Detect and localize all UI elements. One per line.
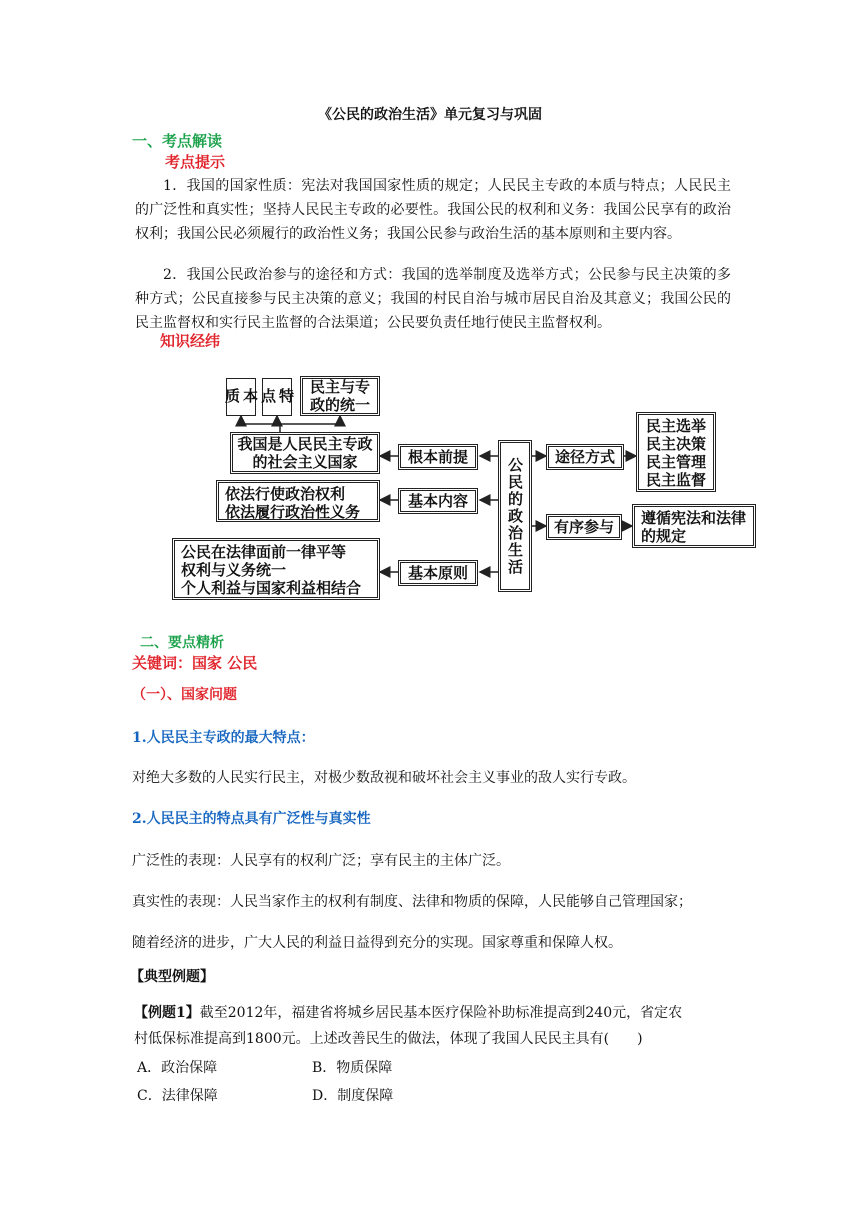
point-2-reality-a: 真实性的表现：人民当家作主的权利有制度、法律和物质的保障，人民能够自己管理国家； bbox=[132, 894, 692, 910]
option-c: C．法律保障 bbox=[137, 1088, 218, 1104]
subheading-exam-tips: 考点提示 bbox=[165, 153, 226, 171]
box-basic-principle bbox=[398, 560, 478, 586]
box-fundamental-premise bbox=[398, 444, 478, 470]
point-2-breadth: 广泛性的表现：人民享有的权利广泛；享有民主的主体广泛。 bbox=[132, 853, 510, 869]
form-decision: 民主决策 bbox=[645, 435, 706, 453]
section-heading-2: 二、要点精析 bbox=[140, 635, 224, 651]
box-approaches-label: 途径方式 bbox=[554, 448, 615, 466]
box-unity-label: 民主与专政的统一 bbox=[309, 378, 370, 414]
subheading-knowledge-map: 知识经纬 bbox=[160, 332, 221, 350]
principle-line-1: 公民在法律面前一律平等 bbox=[181, 543, 347, 561]
example-1-label: 【例题1】 bbox=[134, 1005, 200, 1021]
section-heading-1: 一、考点解读 bbox=[132, 132, 223, 150]
part-heading-state: （一）、国家问题 bbox=[132, 687, 237, 703]
principle-line-3: 个人利益与国家利益相结合 bbox=[181, 579, 362, 597]
page-title: 《公民的政治生活》单元复习与巩固 bbox=[318, 107, 542, 123]
box-basic-content-label: 基本内容 bbox=[407, 492, 468, 510]
box-orderly-participation-label: 有序参与 bbox=[553, 518, 614, 536]
example-1-line-2: 村低保标准提高到1800元。上述改善民生的做法，体现了我国人民民主具有( ) bbox=[134, 1031, 643, 1047]
tip-paragraph-1: 1．我国的国家性质：宪法对我国国家性质的规定；人民民主专政的本质与特点；人民民主的广泛性和真实性；坚持人民民主专政的必要性。我国公民的权利和义务：我国公民享有的政治权利；我国公民必须履行的政治性义务；我国公民参与政治生活的基本原则和主要内容。 bbox=[135, 178, 731, 242]
rights-line: 依法行使政治权利 bbox=[225, 485, 346, 503]
example-1-line-1 bbox=[134, 1002, 744, 1022]
box-state-nature bbox=[230, 432, 380, 474]
point-2-heading: 2.人民民主的特点具有广泛性与真实性 bbox=[132, 811, 371, 827]
box-democratic-forms bbox=[636, 412, 716, 492]
keywords-line: 关键词：国家 公民 bbox=[132, 654, 258, 672]
box-feature-label: 特点 bbox=[259, 387, 295, 407]
box-principles bbox=[172, 538, 380, 600]
point-2-reality-b: 随着经济的进步，广大人民的利益日益得到充分的实现。国家尊重和保障人权。 bbox=[132, 935, 622, 951]
duties-line: 依法履行政治性义务 bbox=[225, 503, 361, 521]
box-essence bbox=[223, 378, 259, 416]
box-approaches bbox=[546, 444, 624, 470]
option-d: D．制度保障 bbox=[312, 1088, 394, 1104]
example-heading: 【典型例题】 bbox=[130, 969, 214, 985]
form-election: 民主选举 bbox=[645, 417, 706, 435]
box-follow-constitution-label: 遵循宪法和法律的规定 bbox=[641, 509, 747, 545]
option-a: A．政治保障 bbox=[137, 1060, 218, 1076]
tip-paragraph-2: 2．我国公民政治参与的途径和方式：我国的选举制度及选举方式；公民参与民主决策的多种方式；公民直接参与民主决策的意义；我国的村民自治与城市居民自治及其意义；我国公民的民主监督权和实行民主监督的合法渠道；公民要负责任地行使民主监督权利。 bbox=[135, 267, 731, 331]
knowledge-diagram bbox=[160, 368, 747, 608]
box-follow-constitution bbox=[632, 504, 756, 548]
box-rights-duties bbox=[216, 480, 380, 522]
box-state-nature-label: 我国是人民民主专政的社会主义国家 bbox=[237, 435, 373, 471]
box-basic-principle-label: 基本原则 bbox=[407, 564, 468, 582]
form-supervision: 民主监督 bbox=[645, 471, 706, 489]
example-1-text-1: 截至2012年，福建省将城乡居民基本医疗保险补助标准提高到240元，省定农 bbox=[199, 1005, 683, 1021]
form-management: 民主管理 bbox=[645, 453, 706, 471]
box-essence-label: 本质 bbox=[223, 387, 259, 407]
box-feature bbox=[259, 378, 295, 416]
option-b: B．物质保障 bbox=[312, 1060, 393, 1076]
box-fundamental-premise-label: 根本前提 bbox=[407, 448, 468, 466]
box-orderly-participation bbox=[546, 514, 622, 540]
box-center-topic bbox=[498, 440, 532, 592]
point-1-heading: 1.人民民主专政的最大特点： bbox=[132, 730, 315, 746]
box-basic-content bbox=[398, 488, 478, 514]
box-center-topic-label: 公民的政治生活 bbox=[506, 456, 524, 576]
point-1-answer: 对绝大多数的人民实行民主，对极少数敌视和破坏社会主义事业的敌人实行专政。 bbox=[132, 770, 636, 786]
box-unity bbox=[300, 376, 380, 416]
principle-line-2: 权利与义务统一 bbox=[181, 561, 287, 579]
